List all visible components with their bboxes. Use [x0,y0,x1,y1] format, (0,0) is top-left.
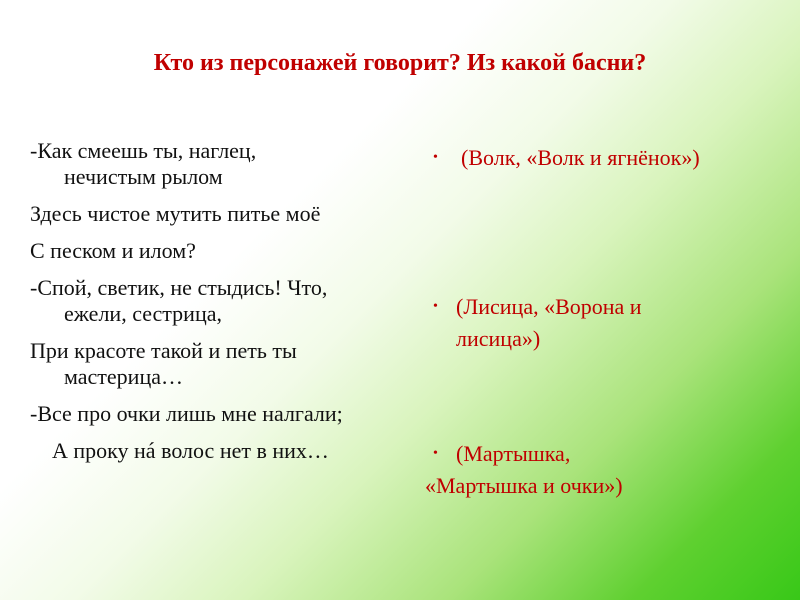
quote-line: Здесь чистое мутить питье моё [30,201,321,226]
quote-line: -Спой, светик, не стыдись! Что, [30,275,328,300]
quote-line: А проку нá волос нет в них… [52,438,329,463]
answer-text: (Лисица, «Ворона и [456,294,642,319]
quote-line: При красоте такой и петь ты [30,338,297,363]
bullet-icon: • [433,150,438,165]
quote-line-continuation: ежели, сестрица, [64,301,222,326]
answer-text-continuation: «Мартышка и очки») [425,473,623,498]
quote-line: С песком и илом? [30,238,196,263]
quote-line-continuation: нечистым рылом [64,164,223,189]
answer-item-2 [433,291,733,355]
answer-text-continuation: лисица») [456,326,541,351]
bullet-icon: • [433,446,438,461]
answer-text: (Мартышка, [456,441,571,466]
answer-item-3 [425,438,765,502]
quote-line: -Все про очки лишь мне налгали; [30,401,343,426]
bullet-icon: • [433,299,438,314]
quotes-column [30,138,415,475]
quote-line-continuation: мастерица… [64,364,183,389]
slide-title: Кто из персонажей говорит? Из какой басни? [153,50,647,76]
quote-line: -Как смеешь ты, наглец, [30,138,257,163]
answer-text: (Волк, «Волк и ягнёнок») [461,145,700,170]
answer-item-1 [433,142,773,174]
